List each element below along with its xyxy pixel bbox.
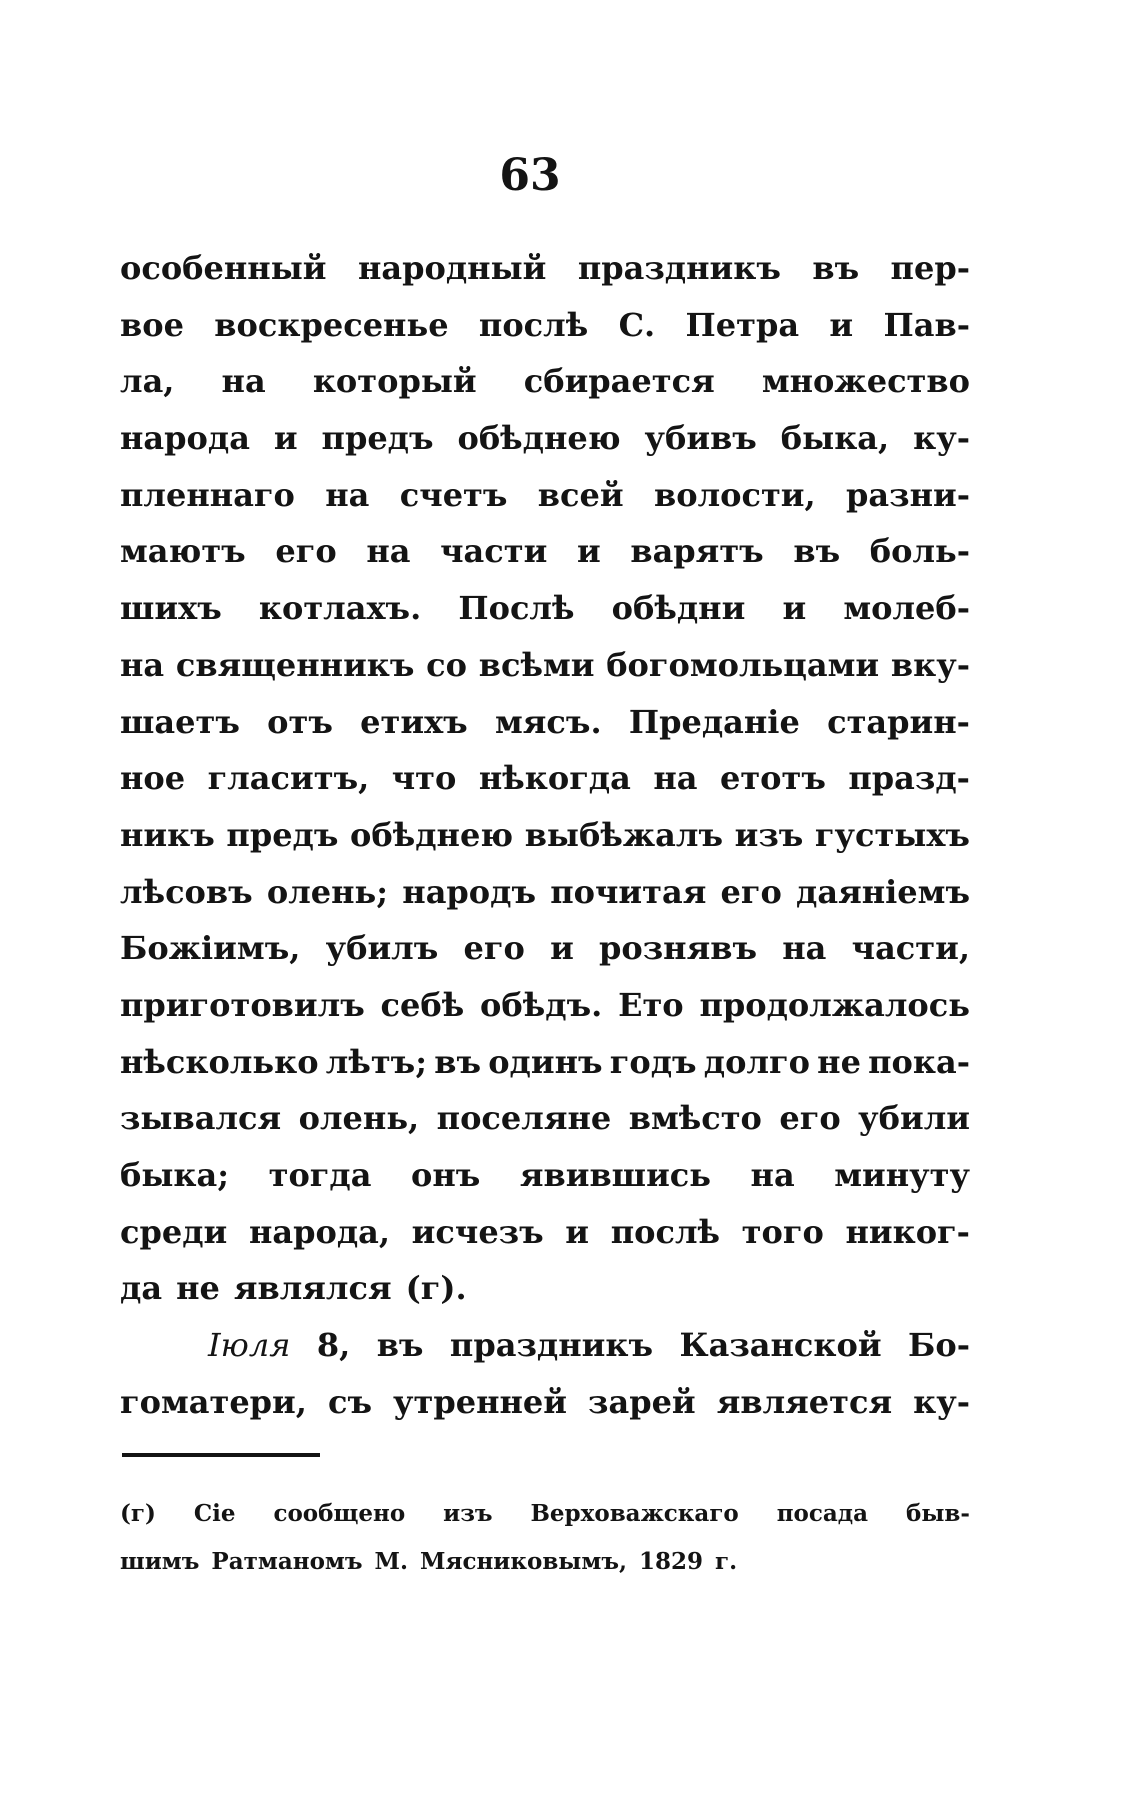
word: котлахъ.: [258, 589, 422, 628]
word: того: [741, 1212, 824, 1251]
word: ла,: [120, 362, 175, 401]
word: поселяне: [436, 1099, 612, 1138]
word: посада: [776, 1500, 869, 1527]
word: народъ: [402, 872, 537, 911]
word: священникъ: [175, 645, 415, 684]
word: никъ: [120, 815, 215, 854]
word: почитая: [550, 872, 707, 911]
word: народа,: [248, 1212, 391, 1251]
word: убилъ: [325, 929, 439, 968]
word: минуту: [834, 1156, 970, 1194]
word: и: [273, 419, 298, 458]
word: его: [463, 929, 525, 968]
word: вку-: [890, 645, 970, 684]
word: и: [782, 589, 807, 628]
word: нѣсколько: [120, 1042, 319, 1081]
word: его: [275, 532, 337, 571]
word: Бо-: [908, 1326, 970, 1365]
word: шихъ: [120, 589, 222, 628]
word: мясъ.: [494, 702, 602, 741]
text-line: [120, 1090, 970, 1147]
word: который: [312, 362, 477, 401]
word: шаетъ: [120, 702, 240, 741]
word: выбѣжалъ: [524, 815, 723, 854]
word: лѣтъ;: [325, 1042, 428, 1081]
word: М.: [374, 1548, 409, 1575]
word: сообщено: [273, 1500, 406, 1527]
word: пока-: [868, 1042, 970, 1081]
word: быка,: [780, 419, 890, 458]
word: Ето: [618, 985, 684, 1024]
word: 1829: [638, 1548, 703, 1575]
text-line: [120, 637, 970, 694]
text-line: [120, 297, 970, 354]
word: обѣднею: [350, 815, 514, 854]
word: (г): [120, 1500, 156, 1527]
word: и: [576, 532, 601, 571]
word: ку-: [913, 419, 970, 458]
word: и: [829, 305, 854, 344]
word: и: [565, 1212, 590, 1251]
word: Казанской: [679, 1326, 882, 1365]
word: маютъ: [120, 532, 246, 571]
word: боль-: [869, 532, 970, 571]
word: 8,: [316, 1326, 351, 1365]
word: годъ: [609, 1042, 697, 1081]
word: быка;: [120, 1156, 230, 1194]
word: пер-: [890, 249, 970, 287]
word: утренней: [393, 1382, 567, 1421]
word: особенный: [120, 249, 327, 287]
text-line: [120, 240, 970, 297]
word: даяніемъ: [796, 872, 970, 911]
page-number: 63: [499, 150, 561, 201]
text-line: [120, 467, 970, 524]
word: гоматери,: [120, 1382, 307, 1421]
word: праздникъ: [449, 1326, 654, 1365]
word: не: [817, 1042, 861, 1081]
word: разни-: [846, 475, 970, 514]
word: обѣдъ.: [480, 985, 603, 1024]
word: зывался: [120, 1099, 282, 1138]
word: среди: [120, 1212, 228, 1251]
word: Сіе: [193, 1500, 236, 1527]
word: въ: [376, 1326, 424, 1365]
footnote-divider: [122, 1453, 320, 1457]
word: онъ: [410, 1156, 481, 1194]
word: на: [120, 645, 165, 684]
text-line: [120, 1034, 970, 1091]
word: убивъ: [644, 419, 757, 458]
word: на: [221, 362, 266, 401]
text-line: [120, 750, 970, 807]
text-line: [120, 1147, 970, 1204]
text-line: [120, 1374, 970, 1431]
word: молеб-: [843, 589, 970, 628]
word: въ: [812, 249, 860, 287]
text-line: [120, 580, 970, 637]
text-line: [120, 523, 970, 580]
word: быв-: [906, 1500, 970, 1527]
word: (г).: [405, 1269, 467, 1308]
word: нѣкогда: [478, 759, 631, 798]
word: долго: [703, 1042, 810, 1081]
word: отъ: [267, 702, 333, 741]
text-line: [120, 1260, 970, 1317]
word: послѣ: [478, 305, 589, 344]
word: варятъ: [630, 532, 764, 571]
word: етотъ: [719, 759, 826, 798]
word: въ: [434, 1042, 481, 1081]
word: ное: [120, 759, 186, 798]
word: Божіимъ,: [120, 929, 301, 968]
word: въ: [793, 532, 841, 571]
word: одинъ: [488, 1042, 603, 1081]
word: исчезъ: [411, 1212, 544, 1251]
word: сбирается: [523, 362, 715, 401]
word: лѣсовъ: [120, 872, 253, 911]
text-line: [120, 410, 970, 467]
word: и: [550, 929, 574, 968]
text-line: [120, 920, 970, 977]
word: да: [120, 1269, 163, 1308]
footnote: [120, 1490, 970, 1586]
word: етихъ: [360, 702, 468, 741]
text-line: [120, 1204, 970, 1261]
word: воскресенье: [214, 305, 449, 344]
word: всей: [537, 475, 624, 514]
word: Послѣ: [458, 589, 575, 628]
word: вое: [120, 305, 184, 344]
word: явившись: [519, 1156, 711, 1194]
text-line: [120, 807, 970, 864]
word: себѣ: [380, 985, 465, 1024]
word: Верховажскаго: [530, 1500, 739, 1527]
word: предъ: [321, 419, 434, 458]
word: части,: [851, 929, 970, 968]
word: является: [716, 1382, 893, 1421]
word: его: [779, 1099, 841, 1138]
word: Іюля: [208, 1326, 291, 1365]
word: счетъ: [399, 475, 508, 514]
word: волости,: [653, 475, 816, 514]
word: на: [750, 1156, 795, 1194]
word: обѣднею: [457, 419, 621, 458]
word: празд-: [848, 759, 970, 798]
word: г.: [715, 1548, 738, 1575]
main-text: [120, 240, 970, 1430]
word: изъ: [443, 1500, 493, 1527]
word: С.: [618, 305, 656, 344]
word: на: [325, 475, 370, 514]
text-line: [120, 977, 970, 1034]
word: продолжалось: [699, 985, 970, 1024]
word: старин-: [827, 702, 970, 741]
word: Ратманомъ: [211, 1548, 363, 1575]
word: являлся: [233, 1269, 392, 1308]
word: не: [176, 1269, 220, 1308]
text-line: [120, 864, 970, 921]
word: на: [782, 929, 827, 968]
word: праздникъ: [577, 249, 781, 287]
text-line: [120, 353, 970, 410]
word: никог-: [845, 1212, 970, 1251]
word: на: [653, 759, 698, 798]
word: пленнаго: [120, 475, 295, 514]
word: части: [440, 532, 548, 571]
word: что: [391, 759, 457, 798]
word: рознявъ: [599, 929, 758, 968]
footnote-line: [120, 1538, 970, 1586]
word: Петра: [685, 305, 800, 344]
word: тогда: [268, 1156, 372, 1194]
word: вмѣсто: [628, 1099, 762, 1138]
word: послѣ: [610, 1212, 720, 1251]
word: множество: [761, 362, 970, 401]
text-line: [120, 1317, 970, 1374]
word: его: [720, 872, 782, 911]
word: олень,: [298, 1099, 420, 1138]
word: изъ: [734, 815, 804, 854]
word: предъ: [226, 815, 339, 854]
word: ку-: [913, 1382, 970, 1421]
word: Пав-: [883, 305, 970, 344]
word: съ: [327, 1382, 372, 1421]
text-line: [120, 694, 970, 751]
word: богомольцами: [606, 645, 880, 684]
word: зарей: [588, 1382, 696, 1421]
word: всѣми: [478, 645, 595, 684]
footnote-line: [120, 1490, 970, 1538]
word: приготовилъ: [120, 985, 365, 1024]
word: Преданіе: [628, 702, 800, 741]
word: шимъ: [120, 1548, 200, 1575]
word: олень;: [266, 872, 389, 911]
word: густыхъ: [814, 815, 970, 854]
word: убили: [858, 1099, 970, 1138]
word: обѣдни: [611, 589, 746, 628]
word: на: [366, 532, 411, 571]
word: гласитъ,: [207, 759, 370, 798]
word: народа: [120, 419, 250, 458]
word: Мясниковымъ,: [420, 1548, 627, 1575]
word: народный: [357, 249, 547, 287]
word: со: [426, 645, 467, 684]
